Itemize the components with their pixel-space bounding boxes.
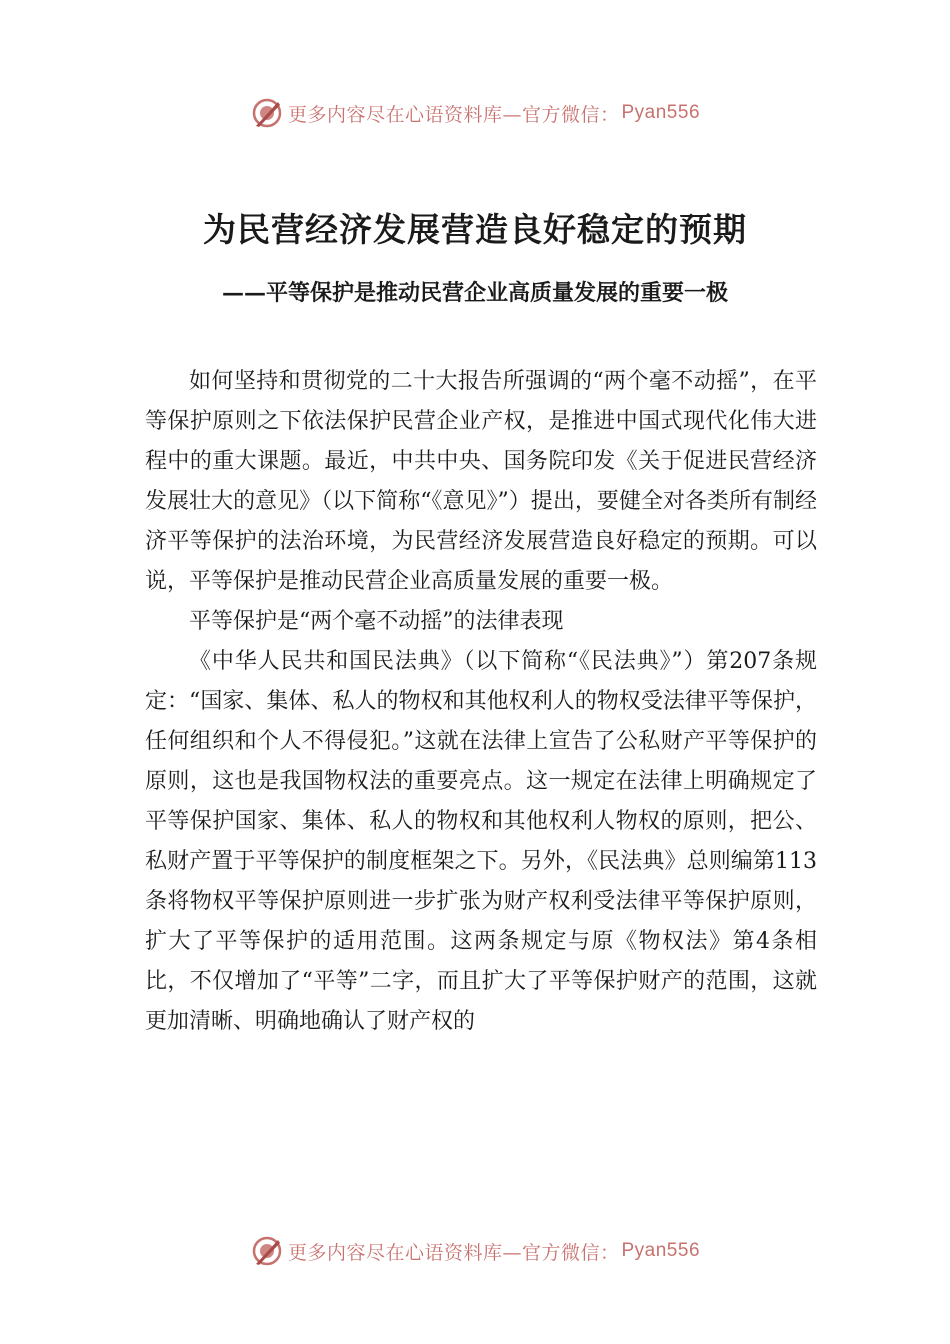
section-heading: 平等保护是“两个毫不动摇”的法律表现 [189,609,564,634]
header-watermark [0,96,950,130]
document-title: 为民营经济发展营造良好稳定的预期 [203,210,747,249]
document-body [145,362,817,1042]
quill-seal-icon [250,96,284,130]
paragraph: 《中华人民共和国民法典》（以下简称“《民法典》”）第207条规定：“国家、集体、私人的物权和其他权利人的物权受法律平等保护，任何组织和个人不得侵犯。”这就在法律上宣告了公私财产平等保护的原则，这也是我国物权法的重要亮点。这一规定在法律上明确规定了平等保护国家、集体、私人的物权和其他权利人物权的原则，把公、私财产置于平等保护的制度框架之下。另外，《民法典》总则编第113条将物权平等保护原则进一步扩张为财产权利受法律平等保护原则，扩大了平等保护的适用范围。这两条规定与原《物权法》第4条相比，不仅增加了“平等”二字，而且扩大了平等保护财产的范围，这就更加清晰、明确地确认了财产权的 [145,649,817,1034]
watermark-text: 更多内容尽在心语资料库—官方微信： [287,1241,620,1264]
watermark-text: 更多内容尽在心语资料库—官方微信： [287,103,620,126]
watermark-wechat-id: Pyan556 [621,102,701,123]
watermark-wechat-id: Pyan556 [621,1240,701,1261]
quill-seal-icon [250,1234,284,1268]
footer-watermark [0,1234,950,1268]
paragraph: 如何坚持和贯彻党的二十大报告所强调的“两个毫不动摇”，在平等保护原则之下依法保护民营企业产权，是推进中国式现代化伟大进程中的重大课题。最近，中共中央、国务院印发《关于促进民营经济发展壮大的意见》（以下简称“《意见》”）提出，要健全对各类所有制经济平等保护的法治环境，为民营经济发展营造良好稳定的预期。可以说，平等保护是推动民营企业高质量发展的重要一极。 [145,369,817,594]
document-subtitle: ——平等保护是推动民营企业高质量发展的重要一极 [221,280,728,306]
